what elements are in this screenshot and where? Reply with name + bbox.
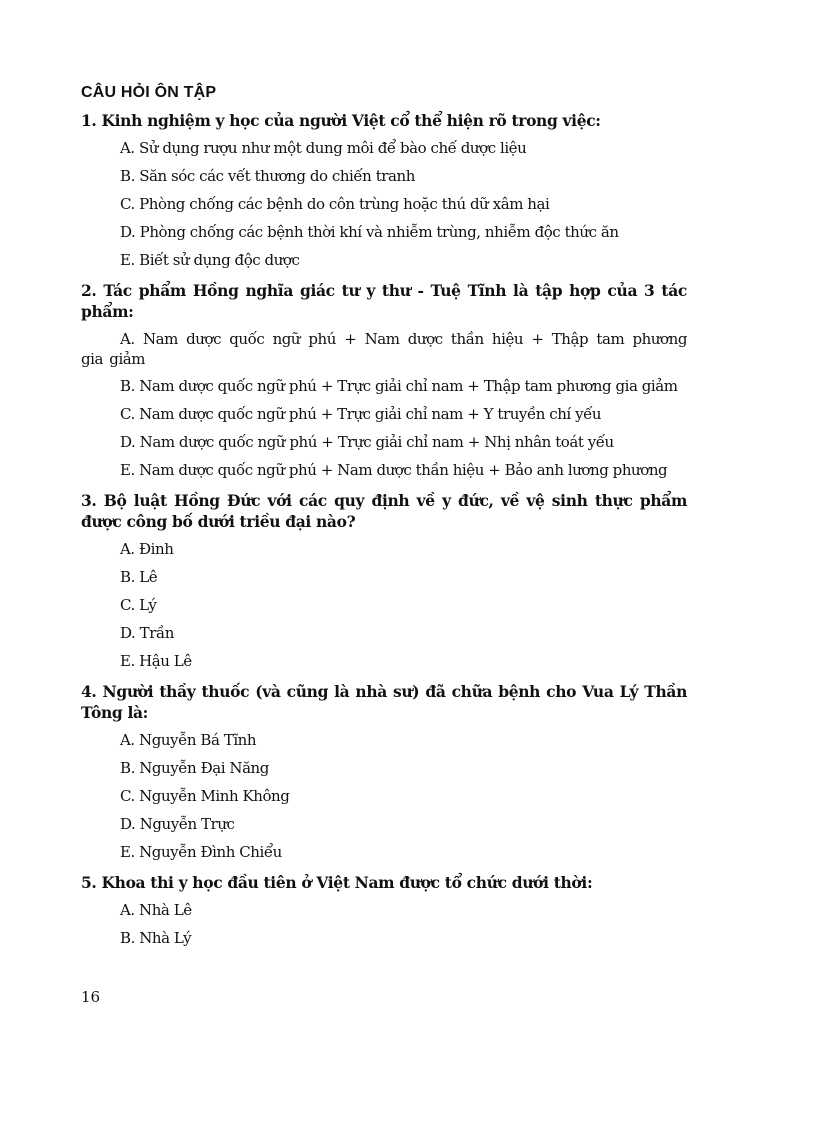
option-a: A. Nam dược quốc ngữ phú + Nam dược thần hiệu + Thập tam phương gia giảm (81, 330, 687, 368)
question-text: 4. Người thầy thuốc (và cũng là nhà sư) đã chữa bệnh cho Vua Lý Thần Tông là: (81, 682, 687, 722)
question-3 (81, 490, 687, 672)
option-b: B. Nhà Lý (120, 929, 192, 947)
option-list (81, 329, 687, 481)
option-c: C. Phòng chống các bệnh do côn trùng hoặc thú dữ xâm hại (120, 195, 550, 213)
option-d: D. Nam dược quốc ngữ phú + Trực giải chỉ nam + Nhị nhân toát yếu (120, 433, 614, 451)
option-b: B. Lê (120, 568, 158, 586)
question-4 (81, 681, 687, 863)
option-e: E. Nguyễn Đình Chiểu (120, 843, 282, 861)
option-c: C. Nguyễn Minh Không (120, 787, 290, 805)
option-list (81, 539, 687, 672)
option-d: D. Nguyễn Trực (120, 815, 235, 833)
question-text: 5. Khoa thi y học đầu tiên ở Việt Nam được tổ chức dưới thời: (81, 873, 593, 892)
option-list (81, 138, 687, 271)
option-b: B. Nguyễn Đại Năng (120, 759, 269, 777)
question-1 (81, 110, 687, 271)
option-b: B. Săn sóc các vết thương do chiến tranh (120, 167, 415, 185)
option-a: A. Sử dụng rượu như một dung môi để bào chế dược liệu (120, 139, 527, 157)
option-a: A. Nhà Lê (120, 901, 192, 919)
question-text: 3. Bộ luật Hồng Đức với các quy định về y đức, về vệ sinh thực phẩm được công bố dưới triều đại nào? (81, 491, 687, 531)
page-number: 16 (81, 988, 101, 1006)
option-e: E. Nam dược quốc ngữ phú + Nam dược thần hiệu + Bảo anh lương phương (120, 461, 668, 479)
document-page (81, 82, 687, 958)
option-c: C. Nam dược quốc ngữ phú + Trực giải chỉ nam + Y truyền chí yếu (120, 405, 602, 423)
option-list (81, 900, 687, 949)
option-list (81, 730, 687, 863)
option-e: E. Hậu Lê (120, 652, 192, 670)
option-b: B. Nam dược quốc ngữ phú + Trực giải chỉ nam + Thập tam phương gia giảm (120, 377, 678, 395)
section-title: CÂU HỎI ÔN TẬP (81, 84, 217, 101)
option-e: E. Biết sử dụng độc dược (120, 251, 300, 269)
question-2 (81, 280, 687, 481)
option-d: D. Trần (120, 624, 174, 642)
option-c: C. Lý (120, 596, 157, 614)
option-a: A. Nguyễn Bá Tĩnh (120, 731, 257, 749)
question-text: 2. Tác phẩm Hồng nghĩa giác tư y thư - Tuệ Tĩnh là tập hợp của 3 tác phẩm: (81, 281, 687, 321)
question-5 (81, 872, 687, 949)
option-a: A. Đinh (120, 540, 174, 558)
question-text: 1. Kinh nghiệm y học của người Việt cổ thể hiện rõ trong việc: (81, 111, 601, 130)
option-d: D. Phòng chống các bệnh thời khí và nhiễm trùng, nhiễm độc thức ăn (120, 223, 619, 241)
